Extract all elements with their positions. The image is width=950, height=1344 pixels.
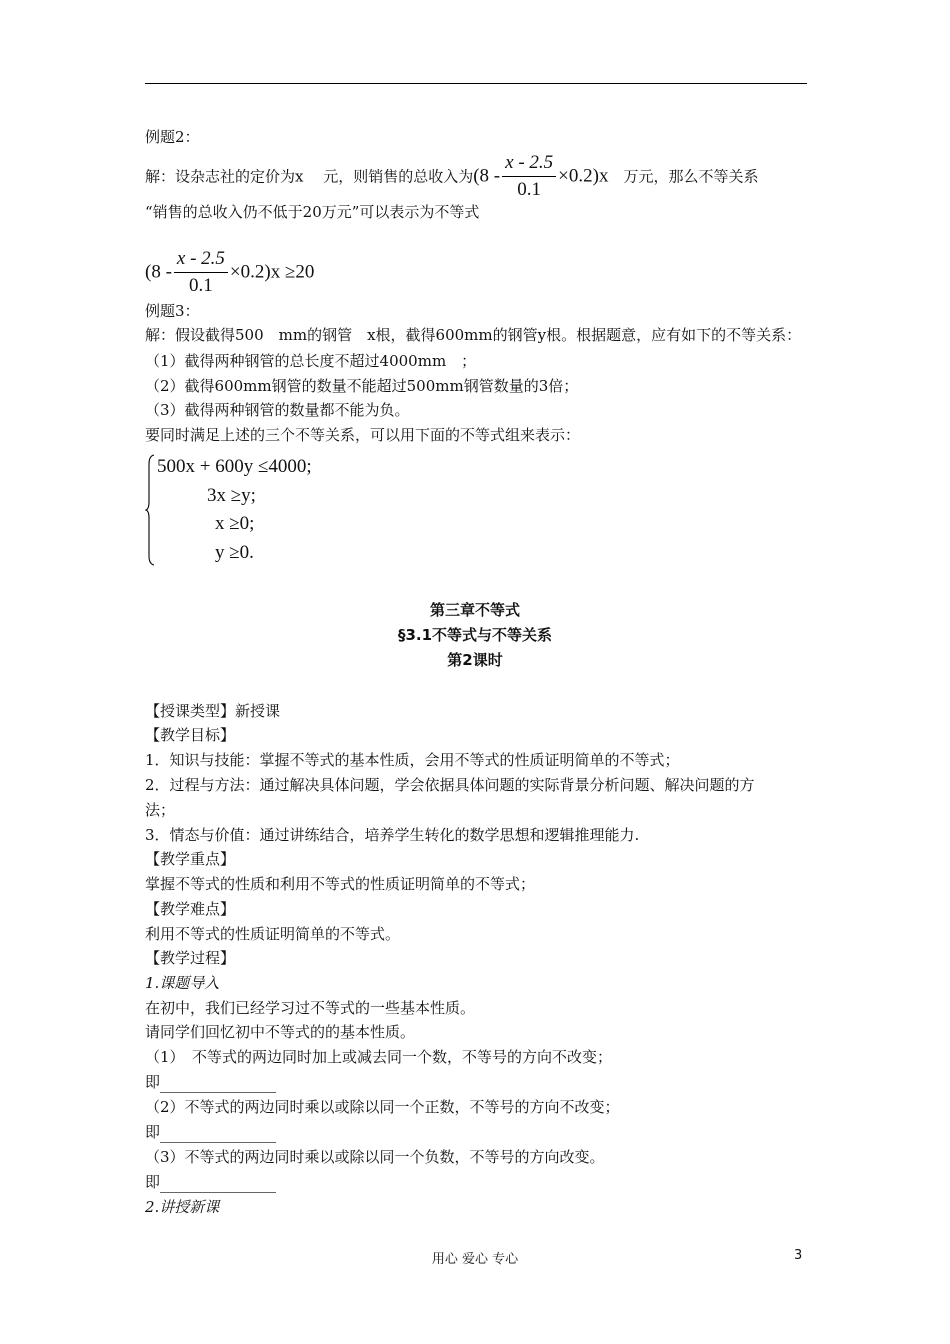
example2-frac-den: 0.1 (517, 179, 542, 200)
goal-2a: 2．过程与方法：通过解决具体问题，学会依据具体问题的实际背景分析问题、解决问题的方 (145, 776, 755, 794)
key-heading: 【教学重点】 (145, 850, 236, 868)
example2-sol-pre: 解：设杂志社的定价为x 元，则销售的总收入为 (145, 167, 474, 186)
ineq-frac-num: x - 2.5 (174, 246, 228, 273)
process-heading: 【教学过程】 (145, 949, 236, 967)
chapter-title: 第三章不等式 (429, 601, 520, 619)
system-eq-4: y ≥0. (215, 542, 254, 563)
intro-line-1: 在初中，我们已经学习过不等式的一些基本性质。 (145, 999, 476, 1017)
system-eq-3: x ≥0; (215, 513, 255, 534)
ineq-open: (8 - (145, 261, 172, 283)
intro-line-2: 请同学们回忆初中不等式的的基本性质。 (145, 1023, 416, 1041)
footer-text: 用心 爱心 专心 (431, 1252, 519, 1267)
example3-condition-2: （2）截得600mm钢管的数量不能超过500mm钢管数量的3倍； (145, 377, 579, 395)
system-eq-1: 500x + 600y ≤4000; (157, 456, 312, 477)
example3-condition-3: （3）截得两种钢管的数量都不能为负。 (145, 401, 410, 419)
lesson-title: 第2课时 (447, 651, 503, 669)
rule-3: （3）不等式的两边同时乘以或除以同一个负数，不等号的方向改变。 (145, 1148, 605, 1166)
ineq-close: ×0.2)x (229, 261, 281, 283)
ineq-tail: ≥20 (280, 261, 315, 283)
process-step-1: 1.课题导入 (145, 974, 220, 992)
ineq-fraction (174, 246, 228, 299)
fill-line-1 (145, 1071, 276, 1093)
example3-summary: 要同时满足上述的三个不等关系，可以用下面的不等式组来表示： (145, 426, 581, 444)
header-rule (145, 83, 807, 84)
example2-expr-close: ×0.2)x (558, 165, 609, 187)
ji-label-2: 即 (145, 1123, 161, 1141)
system-eq-2: 3x ≥y; (207, 485, 256, 506)
goal-2b: 法； (145, 801, 176, 819)
answer-blank-2 (160, 1126, 276, 1143)
ji-label-3: 即 (145, 1173, 161, 1191)
example3-solution: 解：假设截得500 mm的钢管 x根，截得600mm的钢管y根。根据题意，应有如下的不等关系： (145, 326, 802, 344)
difficulty: 利用不等式的性质证明简单的不等式。 (145, 925, 401, 943)
example2-inequality (145, 246, 314, 300)
page-number: 3 (794, 1248, 803, 1263)
fill-line-3 (145, 1171, 276, 1193)
answer-blank-3 (160, 1176, 276, 1193)
example2-solution (145, 150, 758, 200)
key-point: 掌握不等式的性质和利用不等式的性质证明简单的不等式； (145, 875, 536, 893)
ji-label-1: 即 (145, 1073, 161, 1091)
example2-title: 例题2： (145, 128, 200, 146)
difficulty-heading: 【教学难点】 (145, 900, 236, 918)
section-title: §3.1不等式与不等关系 (397, 626, 553, 644)
answer-blank-1 (160, 1076, 276, 1093)
example2-expr-open: (8 - (473, 165, 501, 187)
goal-heading: 【教学目标】 (145, 726, 236, 744)
example2-fraction (502, 150, 556, 203)
example3-condition-1: （1）截得两种钢管的总长度不超过4000mm ； (145, 352, 477, 370)
rule-2: （2）不等式的两边同时乘以或除以同一个正数，不等号的方向不改变； (145, 1098, 620, 1116)
example2-line2: “销售的总收入仍不低于20万元”可以表示为不等式 (145, 203, 480, 221)
goal-3: 3．情态与价值：通过讲练结合，培养学生转化的数学思想和逻辑推理能力. (145, 826, 640, 844)
system-brace (145, 454, 155, 566)
example2-sol-post: 万元，那么不等关系 (608, 167, 759, 186)
rule-1: （1） 不等式的两边同时加上或减去同一个数，不等号的方向不改变； (145, 1048, 613, 1066)
goal-1: 1．知识与技能：掌握不等式的基本性质，会用不等式的性质证明简单的不等式； (145, 751, 680, 769)
lesson-type: 【授课类型】新授课 (145, 702, 281, 720)
process-step-2: 2.讲授新课 (145, 1198, 220, 1216)
ineq-frac-den: 0.1 (189, 275, 213, 296)
example2-frac-num: x - 2.5 (502, 150, 556, 177)
fill-line-2 (145, 1121, 276, 1143)
example3-title: 例题3： (145, 302, 200, 320)
